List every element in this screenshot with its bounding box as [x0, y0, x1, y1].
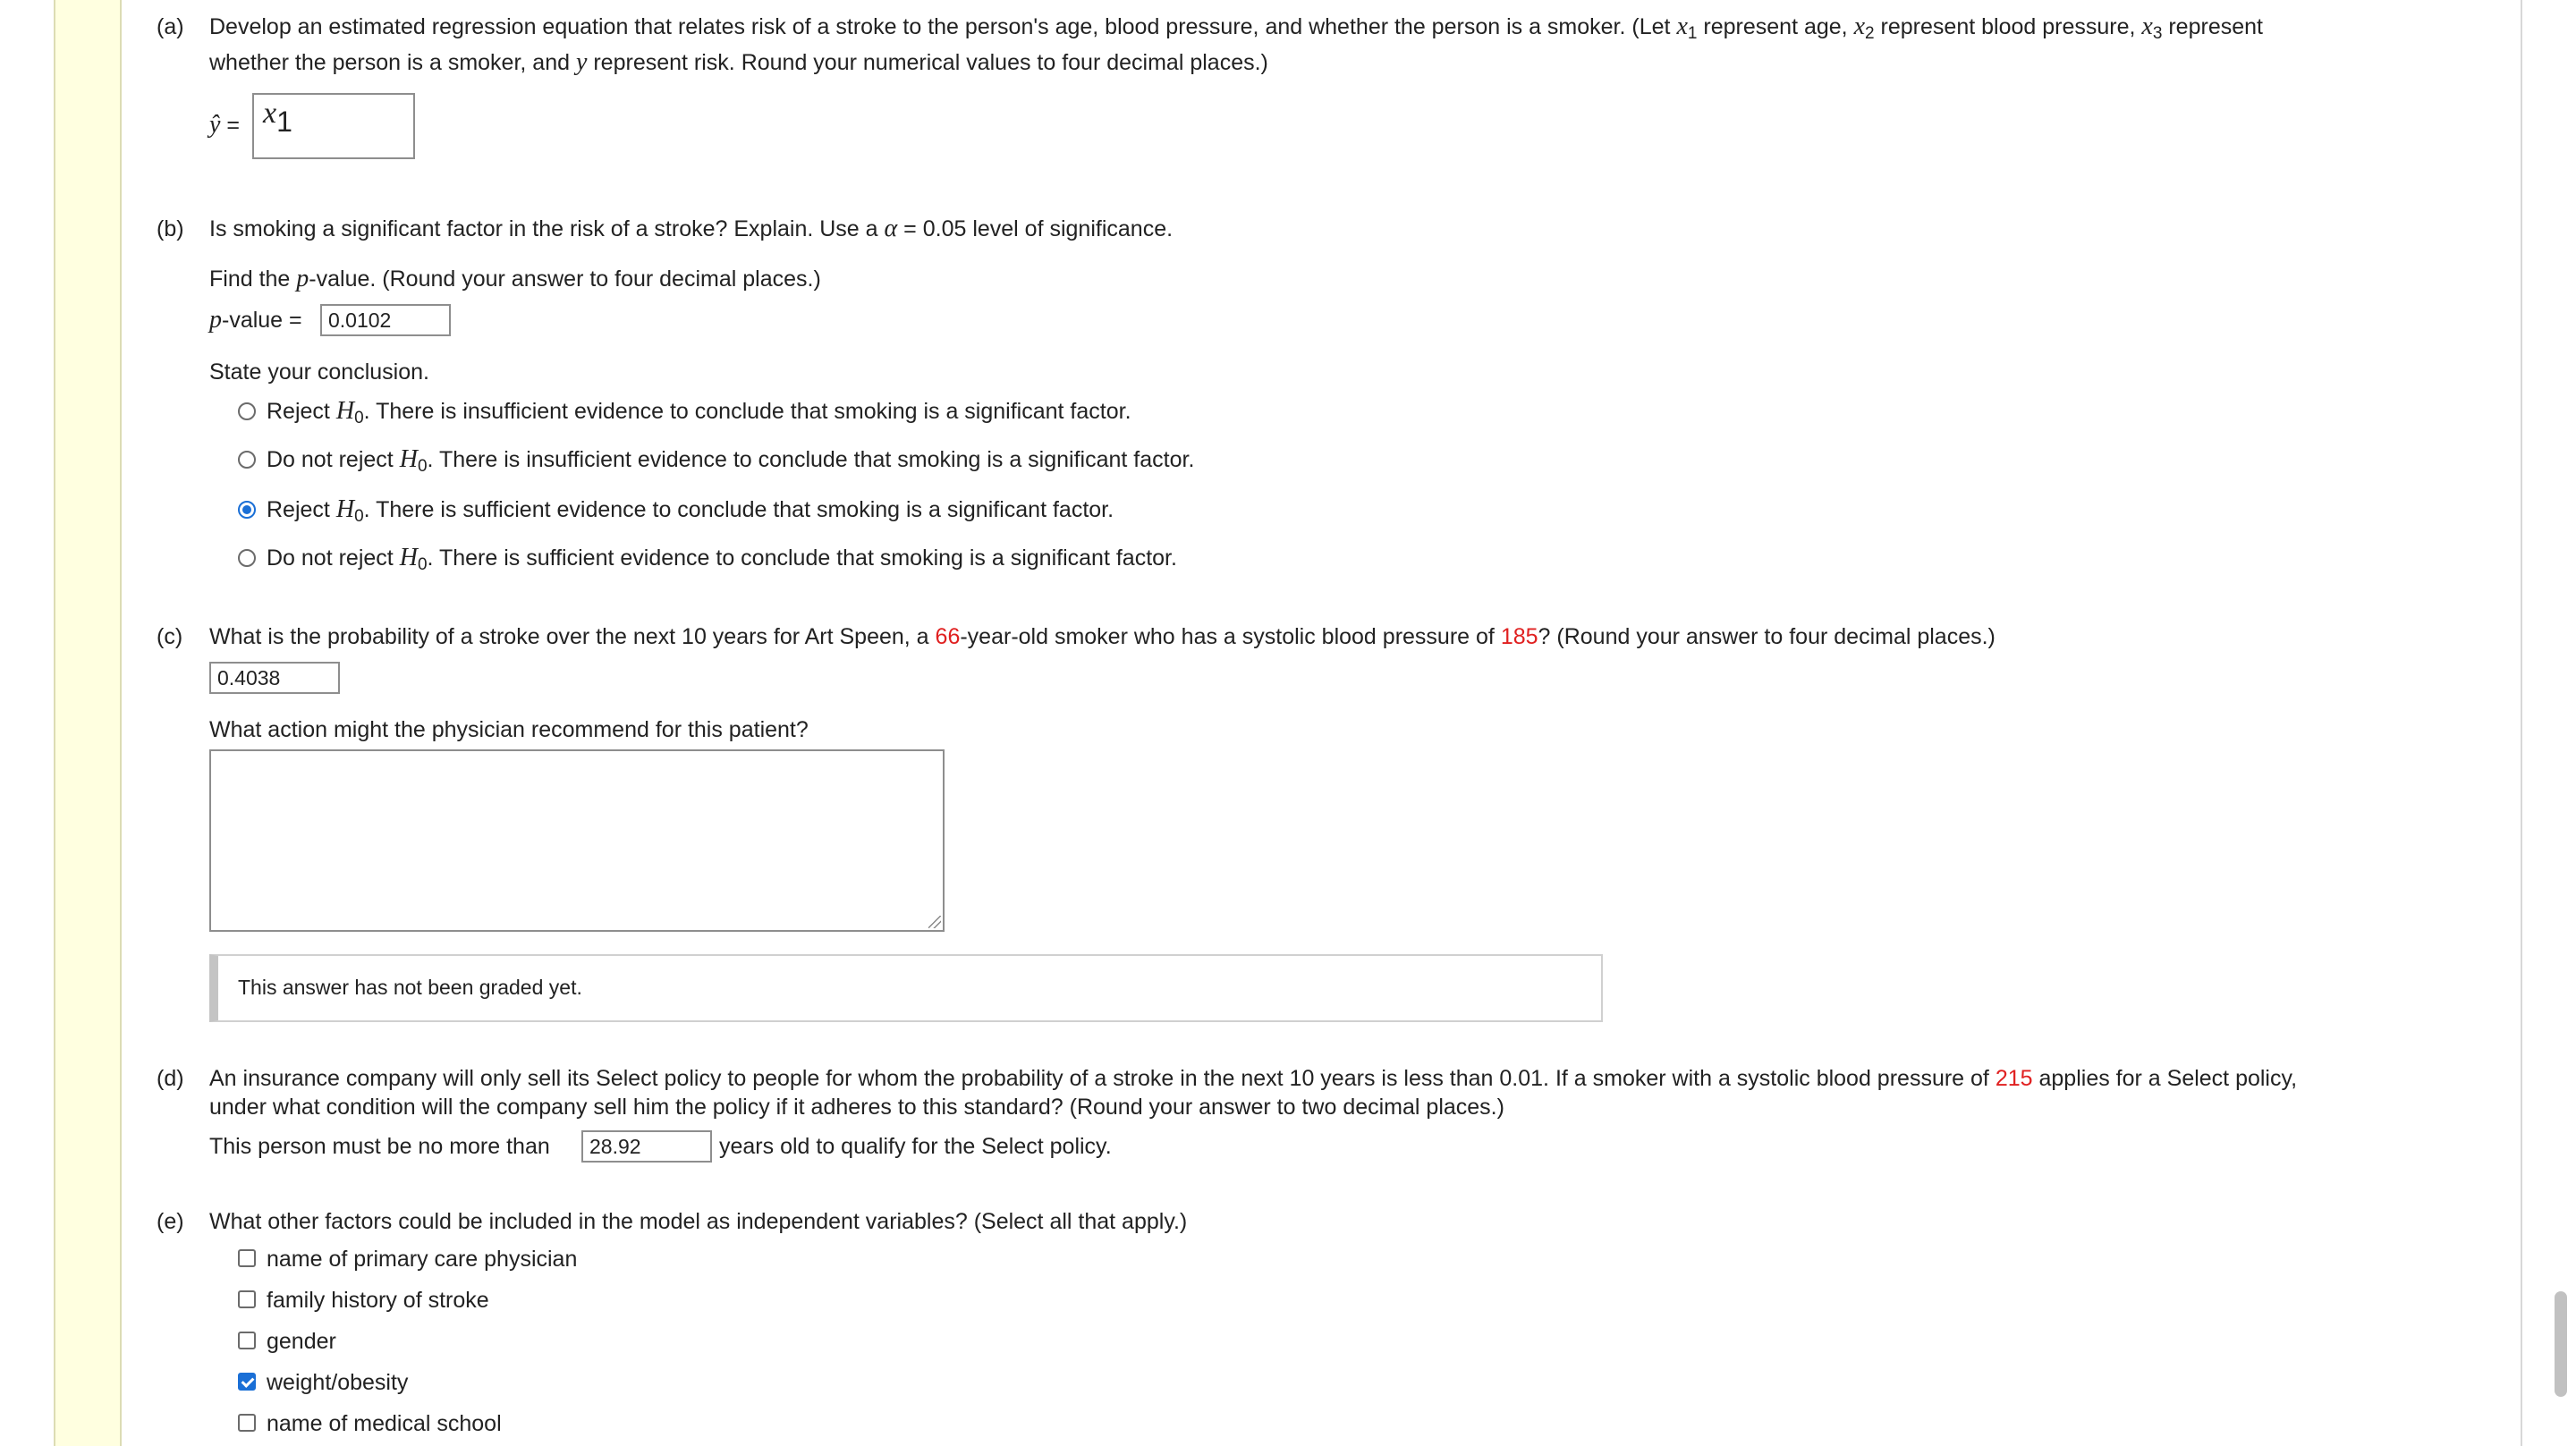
factor-checkbox-5[interactable] — [238, 1414, 256, 1432]
find-pvalue-prompt: Find the p-value. (Round your answer to four decimal places.) — [209, 265, 821, 292]
part-d-question-line2: under what condition will the company sell him the policy if it adheres to this standard? (Round your answer to two decimal places.) — [209, 1095, 1504, 1120]
factor-checkbox-1[interactable] — [238, 1249, 256, 1267]
part-b-letter: (b) — [157, 216, 184, 241]
factor-checkbox-3[interactable] — [238, 1332, 256, 1349]
factor-checkbox-4-checked[interactable] — [238, 1373, 256, 1391]
conclusion-radio-4[interactable] — [238, 549, 256, 567]
conclusion-radio-1[interactable] — [238, 402, 256, 420]
part-d-question-line1: An insurance company will only sell its Select policy to people for whom the probability of a stroke in the next 10 years is less than 0.01. If a smoker with a systolic blood pressure of 215 applies for a Select policy, — [209, 1066, 2298, 1091]
part-e-letter: (e) — [157, 1209, 184, 1234]
conclusion-option-1[interactable]: Reject $H_0$. There is insufficient evidence to conclude that smoking is a significant factor. — [267, 397, 1131, 427]
conclusion-option-4[interactable]: Do not reject $H_0$. There is sufficient evidence to conclude that smoking is a significant factor. — [267, 544, 1177, 574]
part-c-question: What is the probability of a stroke over the next 10 years for Art Speen, a 66-year-old smoker who has a systolic blood pressure of 185? (Round your answer to four decimal places.) — [209, 624, 1996, 649]
probability-input[interactable]: 0.4038 — [209, 662, 340, 694]
conclusion-option-2[interactable]: Do not reject $H_0$. There is insufficient evidence to conclude that smoking is a significant factor. — [267, 445, 1195, 476]
conclusion-radio-3-selected[interactable] — [238, 501, 256, 519]
factor-option-4[interactable]: weight/obesity — [267, 1370, 409, 1395]
factor-checkbox-2[interactable] — [238, 1290, 256, 1308]
factor-option-3[interactable]: gender — [267, 1329, 336, 1354]
part-d-answer-prefix: This person must be no more than — [209, 1134, 550, 1159]
conclusion-radio-2[interactable] — [238, 451, 256, 469]
part-d-answer-suffix: years old to qualify for the Select policy. — [719, 1134, 1112, 1159]
part-a-question-line2: whether the person is a smoker, and y represent risk. Round your numerical values to four decimal places.) — [209, 48, 1268, 76]
part-b-question: Is smoking a significant factor in the risk of a stroke? Explain. Use a α = 0.05 level of significance. — [209, 215, 1174, 242]
part-e-question: What other factors could be included in the model as independent variables? (Select all that apply.) — [209, 1209, 1188, 1234]
factor-option-1[interactable]: name of primary care physician — [267, 1247, 578, 1272]
factor-option-2[interactable]: family history of stroke — [267, 1288, 489, 1313]
conclusion-option-3[interactable]: Reject $H_0$. There is sufficient evidence to conclude that smoking is a significant factor. — [267, 495, 1114, 526]
physician-action-textarea[interactable] — [209, 749, 945, 932]
factor-option-5[interactable]: name of medical school — [267, 1411, 502, 1436]
part-d-letter: (d) — [157, 1066, 184, 1091]
part-a-letter: (a) — [157, 14, 184, 39]
resize-grip-icon[interactable] — [928, 916, 941, 928]
pvalue-input[interactable]: 0.0102 — [320, 304, 451, 336]
part-a-question-line1: Develop an estimated regression equation that relates risk of a stroke to the person's age, blood pressure, and whether the person is a smoker. (Let $x_1$ represent age, $x_2$ represent blood pressure, $x_3$ represent — [209, 13, 2263, 43]
yhat-label: ŷ = — [209, 111, 240, 139]
max-age-input[interactable]: 28.92 — [581, 1130, 712, 1163]
conclusion-label: State your conclusion. — [209, 359, 429, 385]
part-c-letter: (c) — [157, 624, 183, 649]
action-question: What action might the physician recommend for this patient? — [209, 717, 809, 742]
regression-equation-input[interactable]: x1 — [252, 93, 415, 159]
grading-status-text: This answer has not been graded yet. — [238, 976, 582, 999]
pvalue-label: p-value = — [209, 306, 302, 334]
